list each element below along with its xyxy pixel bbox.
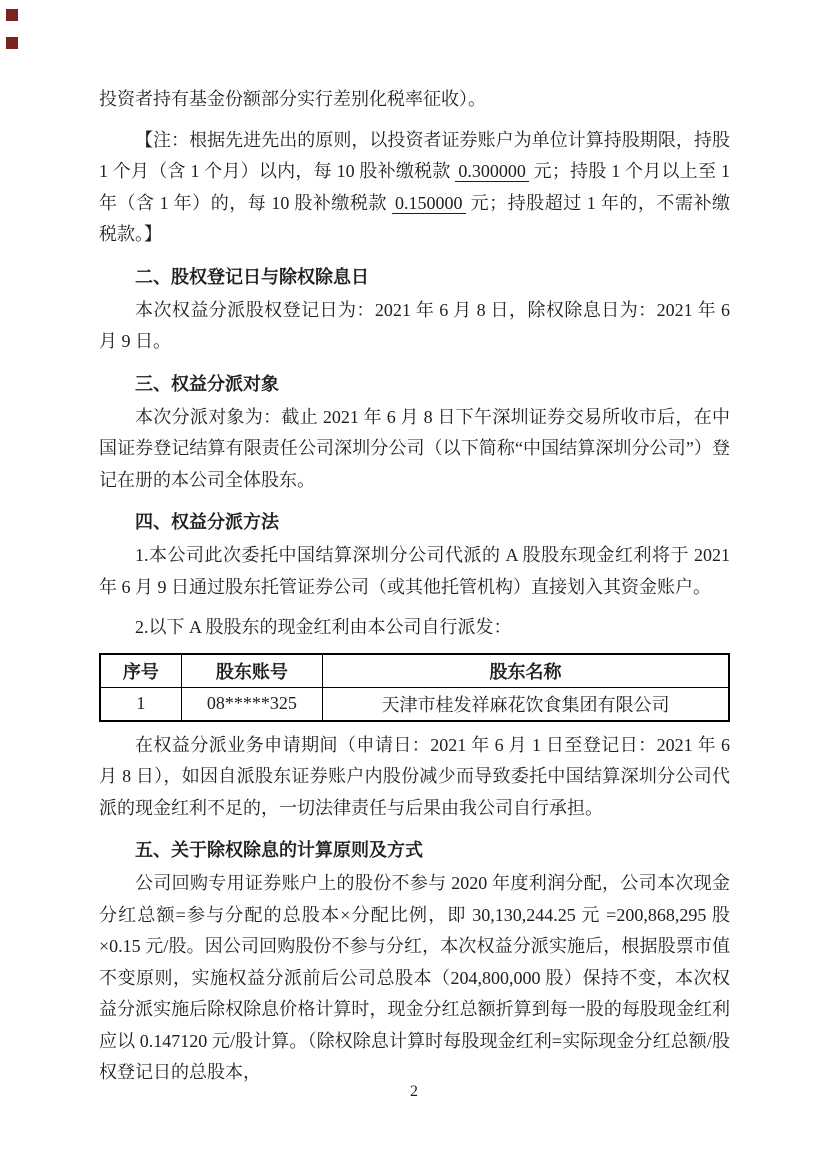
red-square-mark-icon bbox=[6, 37, 18, 49]
section-heading-ex-dividend-calculation: 五、关于除权除息的计算原则及方式 bbox=[135, 840, 423, 860]
table-header-account: 股东账号 bbox=[181, 654, 322, 688]
note-text-segment: 元；持股超过 1 年的，不需补缴税款。】 bbox=[99, 192, 731, 244]
cell-index: 1 bbox=[100, 687, 181, 721]
cell-shareholder-name: 天津市桂发祥麻花饮食集团有限公司 bbox=[322, 687, 729, 721]
paragraph-tax-intro: 投资者持有基金份额部分实行差别化税率征收）。 bbox=[99, 89, 486, 109]
paragraph-calculation: 公司回购专用证券账户上的股份不参与 2020 年度利润分配，公司本次现金分红总额=参与分配的总股本×分配比例，即 30,130,244.25 元 =200,868,295 股×0.15 元/股。因公司回购股份不参与分红，本次权益分派实施后，根据股票市值不变原则，实施权益分派前后公司总股本（204,800,000 股）保持不变，本次权益分派实施后除权除息价格计算时，现金分红总额折算到每一股的每股现金红利应以 0.147120 元/股计算。（除权除息计算时每股现金红利=实际现金分红总额/股权登记日的总股本， bbox=[99, 873, 730, 1082]
note-underlined-amount-1: 0.300000 bbox=[455, 161, 529, 182]
note-text-segment: 【注：根据先进先出的原则，以投资者证券账户为单位计算持股期限，持股 1 个月（含 1 个月）以内，每 10 股补缴税款 bbox=[99, 129, 730, 181]
document-body bbox=[99, 84, 730, 1098]
section-heading-record-date: 二、股权登记日与除权除息日 bbox=[135, 266, 369, 287]
cell-account: 08*****325 bbox=[181, 687, 322, 721]
table-row bbox=[100, 687, 729, 721]
paragraph-record-date: 本次权益分派股权登记日为：2021 年 6 月 8 日，除权除息日为：2021 年 6 月 9 日。 bbox=[99, 299, 730, 351]
table-header-shareholder-name: 股东名称 bbox=[322, 654, 729, 688]
note-text-segment: 元；持股 1 个月以上至 1 年（含 1 年）的，每 10 股补缴税款 bbox=[99, 161, 731, 213]
table-header-row bbox=[100, 654, 729, 688]
paragraph-tax-note bbox=[99, 125, 730, 251]
note-underlined-amount-2: 0.150000 bbox=[392, 193, 466, 214]
table-header-index: 序号 bbox=[100, 654, 181, 688]
page-number: 2 bbox=[410, 1083, 418, 1100]
paragraph-method-item-2: 2.以下 A 股股东的现金红利由本公司自行派发： bbox=[135, 617, 512, 637]
paragraph-liability: 在权益分派业务申请期间（申请日：2021 年 6 月 1 日至登记日：2021 年 6 月 8 日），如因自派股东证券账户内股份减少而导致委托中国结算深圳分公司代派的现金红利不足的，一切法律责任与后果由我公司自行承担。 bbox=[99, 734, 730, 818]
section-heading-distribution-target: 三、权益分派对象 bbox=[135, 373, 279, 394]
paragraph-method-item-1: 1.本公司此次委托中国结算深圳分公司代派的 A 股股东现金红利将于 2021 年 6 月 9 日通过股东托管证券公司（或其他托管机构）直接划入其资金账户。 bbox=[99, 545, 730, 597]
section-heading-distribution-method: 四、权益分派方法 bbox=[135, 512, 279, 532]
self-distribution-shareholder-table bbox=[99, 653, 730, 722]
paragraph-distribution-target: 本次分派对象为：截止 2021 年 6 月 8 日下午深圳证券交易所收市后，在中国证券登记结算有限责任公司深圳分公司（以下简称“中国结算深圳分公司”）登记在册的本公司全体股东。 bbox=[99, 406, 730, 490]
red-square-mark-icon bbox=[6, 9, 18, 21]
